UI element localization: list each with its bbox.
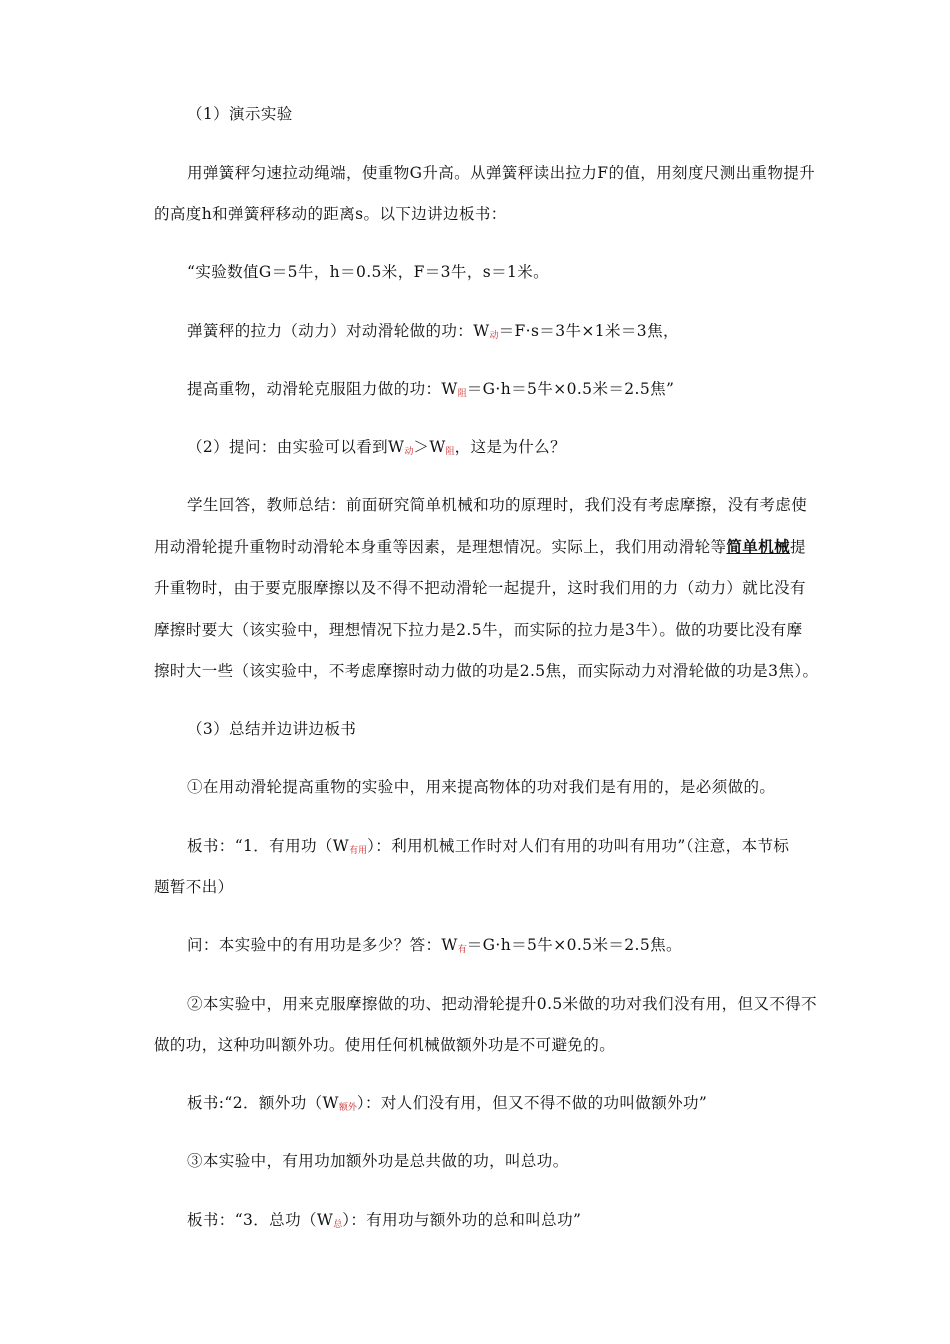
- text: 弹簧秤的拉力（动力）对动滑轮做的功：W: [187, 322, 490, 340]
- board-note-extra-work: [187, 1093, 707, 1118]
- text: ）：利用机械工作时对人们有用的功叫有用功”（注意，本节标: [367, 837, 790, 855]
- text: ＝G·h＝5牛×0.5米＝2.5焦。: [466, 936, 682, 954]
- text: 问：本实验中的有用功是多少？答：W: [187, 936, 458, 954]
- paragraph-line: [187, 163, 815, 183]
- text: （1）演示实验: [187, 105, 293, 123]
- text: 摩擦时要大（该实验中，理想情况下拉力是2.5牛，而实际的拉力是3牛）。做的功要比没有摩: [154, 621, 803, 639]
- paragraph-line: [154, 877, 234, 897]
- text: 板书：“3．总功（W: [187, 1211, 334, 1229]
- subscript: 阻: [445, 447, 455, 457]
- text: ②本实验中，用来克服摩擦做的功、把动滑轮提升0.5米做的功对我们没有用，但又不得不: [187, 995, 818, 1013]
- text: ＝G·h＝5牛×0.5米＝2.5焦”: [466, 380, 675, 398]
- demo-experiment-heading: [187, 104, 293, 124]
- board-note-useful-work: [187, 836, 789, 861]
- text: ①在用动滑轮提高重物的实验中，用来提高物体的功对我们是有用的，是必须做的。: [187, 778, 776, 796]
- text: 的高度h和弹簧秤移动的距离s。以下边讲边板书：: [154, 205, 507, 223]
- text: 板书:“2．额外功（W: [187, 1094, 339, 1112]
- simple-machine-link[interactable]: 简单机械: [726, 537, 791, 556]
- useful-work-question: [187, 935, 682, 960]
- text: 提: [790, 538, 806, 556]
- summary-heading: [187, 719, 356, 739]
- text: 用动滑轮提升重物时动滑轮本身重等因素，是理想情况。实际上，我们用动滑轮等: [154, 538, 727, 556]
- subscript: 额外: [338, 1103, 357, 1113]
- paragraph-line: [187, 994, 817, 1014]
- text: （2）提问：由实验可以看到W: [187, 438, 405, 456]
- text: ）：对人们没有用，但又不得不做的功叫做额外功”: [356, 1094, 708, 1112]
- subscript: 动: [489, 331, 499, 341]
- paragraph-line: [187, 1151, 569, 1171]
- paragraph-line: [154, 1035, 615, 1055]
- answer-line: [187, 495, 807, 515]
- text: 学生回答，教师总结：前面研究简单机械和功的原理时，我们没有考虑摩擦，没有考虑使: [187, 496, 808, 514]
- text: 用弹簧秤匀速拉动绳端，使重物G升高。从弹簧秤读出拉力F的值，用刻度尺测出重物提升: [187, 164, 816, 182]
- subscript: 动: [404, 447, 414, 457]
- text: 做的功，这种功叫额外功。使用任何机械做额外功是不可避免的。: [154, 1036, 616, 1054]
- paragraph-line: [187, 777, 775, 797]
- work-zu-line: [187, 379, 674, 404]
- board-note-total-work: [187, 1210, 581, 1235]
- text: （3）总结并边讲边板书: [187, 720, 357, 738]
- subscript: 有: [457, 945, 467, 955]
- answer-line: [154, 578, 806, 598]
- text: ③本实验中，有用功加额外功是总共做的功，叫总功。: [187, 1152, 569, 1170]
- subscript: 阻: [457, 389, 467, 399]
- answer-line: [154, 661, 818, 681]
- text: 板书：“1．有用功（W: [187, 837, 350, 855]
- work-dong-line: [187, 321, 679, 346]
- subscript: 有用: [349, 846, 368, 856]
- answer-line: [154, 620, 802, 640]
- text: 提高重物，动滑轮克服阻力做的功：W: [187, 380, 458, 398]
- text: ）：有用功与额外功的总和叫总功”: [342, 1211, 582, 1229]
- text: ＞W: [413, 438, 446, 456]
- text: 擦时大一些（该实验中，不考虑摩擦时动力做的功是2.5焦，而实际动力对滑轮做的功是3焦）。: [154, 662, 819, 680]
- answer-line: [154, 537, 806, 557]
- experiment-data-line: [187, 262, 549, 282]
- text: ＝F·s＝3牛×1米＝3焦，: [498, 322, 679, 340]
- text: 升重物时，由于要克服摩擦以及不得不把动滑轮一起提升，这时我们用的力（动力）就比没有: [154, 579, 806, 597]
- paragraph-line: [154, 204, 507, 224]
- subscript: 总: [333, 1220, 343, 1230]
- text: 题暂不出）: [154, 878, 234, 896]
- text: “实验数值G＝5牛，h＝0.5米，F＝3牛，s＝1米。: [187, 263, 550, 281]
- question-line: [187, 437, 566, 462]
- text: ，这是为什么？: [454, 438, 566, 456]
